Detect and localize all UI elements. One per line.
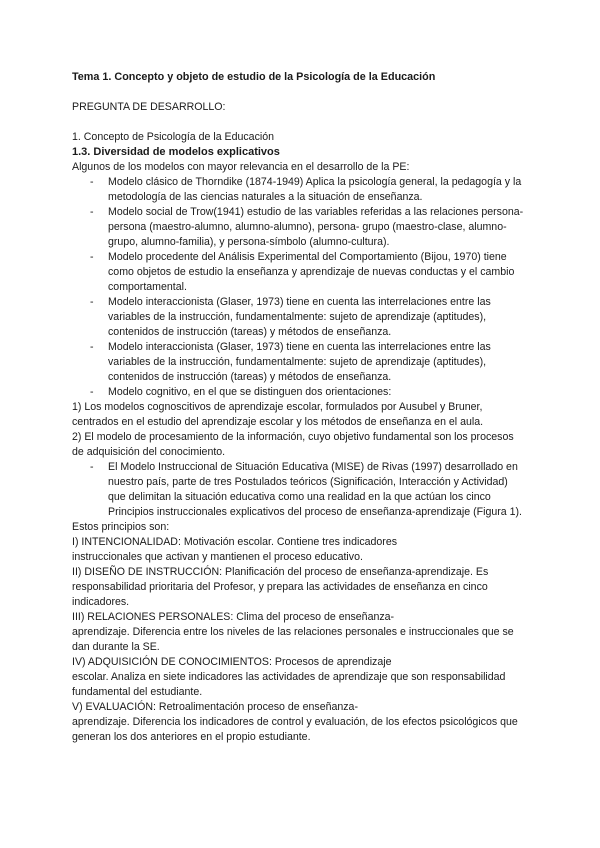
principle-text: Procesos de aprendizaje [271, 656, 392, 668]
models-list [72, 175, 528, 400]
section-heading: 1. Concepto de Psicología de la Educación [72, 131, 275, 143]
list-item: - Modelo cognitivo, en el que se distinguen dos orientaciones: [72, 385, 528, 400]
subsection-heading: 1.3. Diversidad de modelos explicativos [72, 146, 280, 158]
document-body [72, 70, 528, 745]
list-item: - Modelo procedente del Análisis Experimental del Comportamiento (Bijou, 1970) tiene como objetos de estudio la enseñanza y aprendizaje de nuevas conductas y el cambio comportamental. [72, 250, 528, 295]
principle-label: IV) ADQUISICIÓN DE CONOCIMIENTOS: [72, 656, 272, 668]
principle-5-continued: aprendizaje. Diferencia los indicadores de control y evaluación, de los efectos psicológicos que generan los dos anteriores en el propio estudiante. [72, 716, 518, 743]
cognitive-orientation-1: 1) Los modelos cognoscitivos de aprendizaje escolar, formulados por Ausubel y Bruner, centrados en el estudio del aprendizaje escolar y los métodos de enseñanza en el aula. [72, 401, 484, 428]
principles-intro: Estos principios son: [72, 521, 170, 533]
principle-3-continued: aprendizaje. Diferencia entre los niveles de las relaciones personales e instruccionales que se dan durante la SE. [72, 626, 514, 653]
principle-text: Planificación del proceso de enseñanza-aprendizaje. Es responsabilidad prioritaria del Profesor, y prepara las actividades de enseñanza en cinco indicadores. [72, 566, 489, 608]
list-item: - Modelo interaccionista (Glaser, 1973) tiene en cuenta las interrelaciones entre las variables de la instrucción, fundamentalmente: sujeto de aprendizaje (aptitudes), contenidos de instrucción (tareas) y métodos de enseñanza. [72, 295, 528, 340]
principle-text: Motivación escolar. Contiene tres indicadores [180, 536, 398, 548]
list-item: - Modelo interaccionista (Glaser, 1973) tiene en cuenta las interrelaciones entre las variables de la instrucción, fundamentalmente: sujeto de aprendizaje (aptitudes), contenidos de instrucción (tareas) y métodos de enseñanza. [72, 340, 528, 385]
principle-label: V) EVALUACIÓN: [72, 701, 156, 713]
question-type: PREGUNTA DE DESARROLLO: [72, 101, 226, 113]
list-item: - El Modelo Instruccional de Situación Educativa (MISE) de Rivas (1997) desarrollado en nuestro país, parte de tres Postulados teóricos (Significación, Interacción y Actividad) que delimitan la situación educativa como una realidad en la que actúan los cinco Principios instruccionales explicativos del proceso de enseñanza-aprendizaje (Figura 1). [72, 460, 528, 520]
principle-4-continued: escolar. Analiza en siete indicadores las actividades de aprendizaje que son responsabilidad fundamental del estudiante. [72, 671, 506, 698]
intro-paragraph: Algunos de los modelos con mayor relevancia en el desarrollo de la PE: [72, 161, 410, 173]
list-item: - Modelo social de Trow(1941) estudio de las variables referidas a las relaciones persona-persona (maestro-alumno, alumno-alumno), persona- grupo (maestro-clase, alumno-grupo, alumno-familia), y persona-símbolo (alumno-cultura). [72, 205, 528, 250]
document-title: Tema 1. Concepto y objeto de estudio de la Psicología de la Educación [72, 71, 436, 83]
principle-text: Clima del proceso de enseñanza- [233, 611, 395, 623]
principle-label: I) INTENCIONALIDAD: [72, 536, 181, 548]
principle-label: II) DISEÑO DE INSTRUCCIÓN: [72, 566, 223, 578]
principle-3 [72, 610, 528, 625]
principle-2 [72, 565, 528, 610]
principle-1-continued: instruccionales que activan y mantienen el proceso educativo. [72, 551, 363, 563]
principle-1 [72, 535, 528, 550]
mise-list [72, 460, 528, 520]
list-item: - Modelo clásico de Thorndike (1874-1949) Aplica la psicología general, la pedagogía y la metodología de las ciencias naturales a la situación de enseñanza. [72, 175, 528, 205]
principle-4 [72, 655, 528, 670]
principle-5 [72, 700, 528, 715]
principle-text: Retroalimentación proceso de enseñanza- [155, 701, 358, 713]
cognitive-orientation-2: 2) El modelo de procesamiento de la información, cuyo objetivo fundamental son los procesos de adquisición del conocimiento. [72, 431, 514, 458]
principle-label: III) RELACIONES PERSONALES: [72, 611, 234, 623]
